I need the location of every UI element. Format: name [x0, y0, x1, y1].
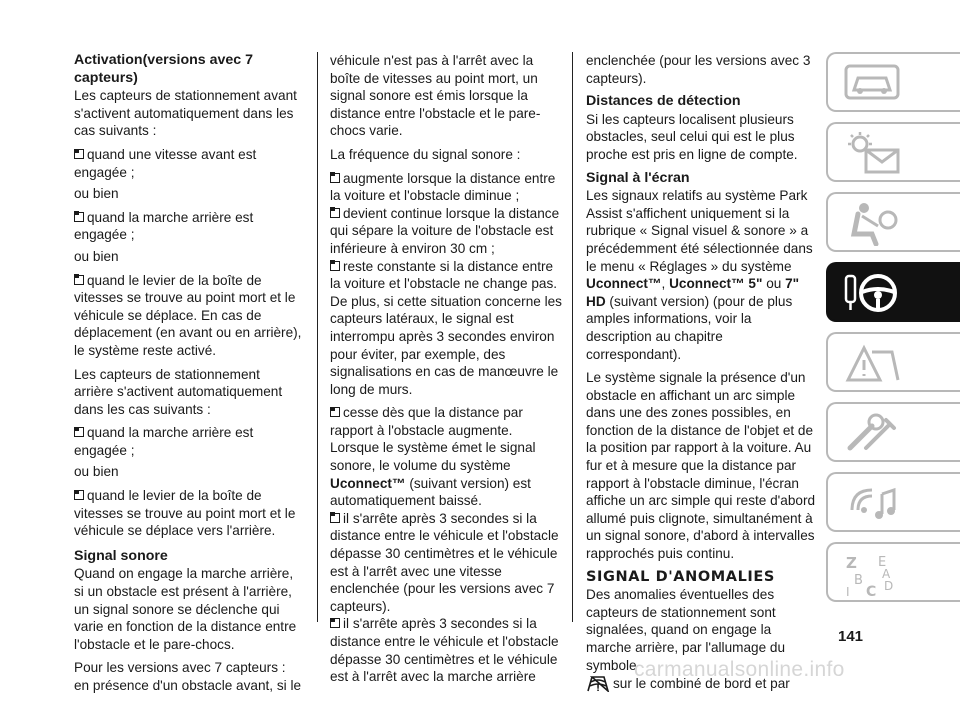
paragraph: véhicule n'est pas à l'arrêt avec la boîte de vitesses au point mort, un signal sonore est émis lorsque la distance entre l'obstacle et le pare-chocs varie. [330, 53, 541, 139]
bullet-text: devient continue lorsque la distance qui sépare la voiture de l'obstacle est inférieure à environ 30 cm ; [330, 205, 560, 256]
bullet-icon [330, 618, 340, 628]
uconnect-label: Uconnect™ [586, 276, 662, 292]
section-heading: Signal sonore [74, 547, 168, 564]
section-heading: Activation(versions avec 7 capteurs) [74, 52, 253, 86]
bullet-item [330, 170, 562, 205]
bullet-item [330, 258, 562, 293]
paragraph: De plus, si cette situation concerne les capteurs latéraux, le signal est interrompu après 3 secondes environ pour éviter, par exemple, des signalisations en cas de manœuvre le long de murs. [330, 293, 562, 397]
bullet-icon [74, 212, 84, 222]
paragraph [586, 187, 816, 363]
svg-text:B: B [854, 573, 863, 588]
paragraph: La fréquence du signal sonore : [330, 146, 521, 162]
bullet-item [74, 272, 302, 360]
tab-car-dashboard[interactable] [826, 52, 960, 112]
bullet-text: (suivant version) est automatiquement baissé. [330, 475, 531, 509]
tab-multimedia[interactable] [826, 472, 960, 532]
bullet-text: il s'arrête après 3 secondes si la distance entre le véhicule et l'obstacle dépasse 30 centimètres et le véhicule est à l'arrêt avec la marche arrière [330, 616, 559, 685]
paragraph: ou bien [74, 186, 119, 202]
index-letters-icon [842, 550, 902, 600]
bullet-icon [330, 407, 340, 417]
bullet-icon [330, 261, 340, 271]
separator: , [661, 276, 666, 292]
svg-text:A: A [882, 567, 891, 581]
paragraph-text: Des anomalies éventuelles des capteurs de stationnement sont signalées, quand on engage la marche arrière, par l'allumage du symbole [586, 587, 786, 673]
page-number: 141 [838, 628, 864, 645]
bullet-item [74, 146, 302, 181]
svg-text:E: E [878, 555, 887, 570]
steering-wheel-key-icon [842, 270, 902, 316]
section-heading: Distances de détection [586, 93, 741, 110]
paragraph: Si les capteurs localisent plusieurs obstacles, seul celui qui est le plus proche est pris en ligne de compte. [586, 111, 798, 162]
svg-text:D: D [884, 579, 894, 593]
chapter-tabs [826, 52, 960, 620]
paragraph-text: Les signaux relatifs au système Park Assist s'affichent uniquement si la rubrique « Signal visuel & sonore » a précédemment été sélectionnée dans le menu « Réglages » du système [586, 188, 813, 274]
column-divider [317, 52, 318, 622]
bullet-icon [74, 427, 84, 437]
bullet-text: quand le levier de la boîte de vitesses se trouve au point mort et le véhicule se déplace. En cas de déplacement (en avant ou en arrière), le système reste activé. [74, 272, 302, 358]
uconnect-5-label: Uconnect™ 5" [669, 276, 763, 292]
column-divider [572, 52, 573, 622]
bullet-icon [330, 513, 340, 523]
road-warning-icon [842, 340, 902, 386]
bullet-text: il s'arrête après 3 secondes si la distance entre le véhicule et l'obstacle dépasse 30 centimètres et le véhicule est à l'arrêt avec une vitesse enclenchée (pour les versions avec 7 capteurs). [330, 510, 559, 614]
text-column-1 [74, 52, 302, 701]
paragraph: ou bien [74, 464, 119, 480]
bullet-icon [74, 490, 84, 500]
bullet-icon [330, 173, 340, 183]
watermark-text: carmanualsonline.info [634, 658, 845, 681]
tab-warning-lights[interactable] [826, 122, 960, 182]
separator: ou [766, 276, 782, 292]
service-tools-icon [842, 410, 902, 456]
airbag-seat-icon [842, 200, 902, 246]
svg-text:I: I [846, 585, 850, 599]
text-column-2 [330, 52, 562, 686]
text-column-3 [586, 52, 816, 699]
bullet-text: augmente lorsque la distance entre la voiture et l'obstacle diminue ; [330, 170, 556, 204]
bullet-text: reste constante si la distance entre la voiture et l'obstacle ne change pas. [330, 258, 558, 292]
warning-lights-icon [842, 130, 902, 176]
paragraph: Les capteurs de stationnement arrière s'activent automatiquement dans les cas suivants : [74, 366, 283, 417]
uconnect-7-label: 7" HD [586, 276, 800, 309]
svg-text:Z: Z [846, 554, 857, 572]
section-heading-caps: SIGNAL D'ANOMALIES [586, 568, 775, 585]
bullet-icon [330, 208, 340, 218]
bullet-item [330, 615, 562, 685]
paragraph: Le système signale la présence d'un obstacle en affichant un arc simple dans une des zones possibles, en fonction de la distance de l'objet et de la position par rapport à la voiture. Au fur et à mesure que la distance par rapport à l'obstacle diminue, l'écran affiche un arc simple qui reste d'abord allumé puis clignote, simultanément à un signal sonore, d'abord à intervalles rapprochés puis continu. [586, 370, 816, 562]
bullet-icon [74, 149, 84, 159]
multimedia-icon [842, 480, 902, 526]
bullet-item [74, 209, 302, 244]
bullet-item [330, 404, 562, 510]
bullet-text: quand la marche arrière est engagée ; [74, 209, 254, 243]
car-dashboard-icon [842, 60, 902, 104]
paragraph: Les capteurs de stationnement avant s'activent automatiquement dans les cas suivants : [74, 88, 297, 139]
bullet-icon [74, 275, 84, 285]
park-sensor-failure-icon [586, 674, 610, 692]
paragraph: ou bien [74, 248, 119, 264]
bullet-text: quand la marche arrière est engagée ; [74, 425, 254, 458]
bullet-text: quand le levier de la boîte de vitesses se trouve au point mort et le véhicule se déplace vers l'arrière. [74, 488, 296, 539]
svg-text:C: C [866, 584, 877, 600]
bullet-text: cesse dès que la distance par rapport à l'obstacle augmente. Lorsque le système émet le signal sonore, le volume du système [330, 405, 536, 474]
svg-text:!: ! [596, 684, 601, 693]
paragraph-text: sur le combiné de bord et par [613, 676, 790, 692]
paragraph: Pour les versions avec 7 capteurs : en présence d'un obstacle avant, si le [74, 660, 302, 693]
paragraph: Quand on engage la marche arrière, si un obstacle est présent à l'arrière, un signal sonore se déclenche qui varie en fonction de la distance entre l'obstacle et le pare-chocs. [74, 566, 297, 652]
bullet-text: quand une vitesse avant est engagée ; [74, 146, 257, 180]
bullet-item [74, 487, 302, 540]
tab-road-warning[interactable] [826, 332, 960, 392]
section-heading: Signal à l'écran [586, 169, 690, 186]
tab-index[interactable] [826, 542, 960, 602]
bullet-item [330, 510, 562, 616]
bullet-item [74, 424, 302, 459]
tab-steering-wheel-key[interactable] [826, 262, 960, 322]
paragraph: enclenchée (pour les versions avec 3 capteurs). [586, 53, 811, 86]
bullet-item [330, 205, 562, 258]
tab-airbag-seat[interactable] [826, 192, 960, 252]
paragraph-text: (suivant version) (pour de plus amples informations, voir la description au chapitre correspondant). [586, 293, 793, 362]
uconnect-label: Uconnect™ [330, 475, 406, 491]
tab-service-tools[interactable] [826, 402, 960, 462]
